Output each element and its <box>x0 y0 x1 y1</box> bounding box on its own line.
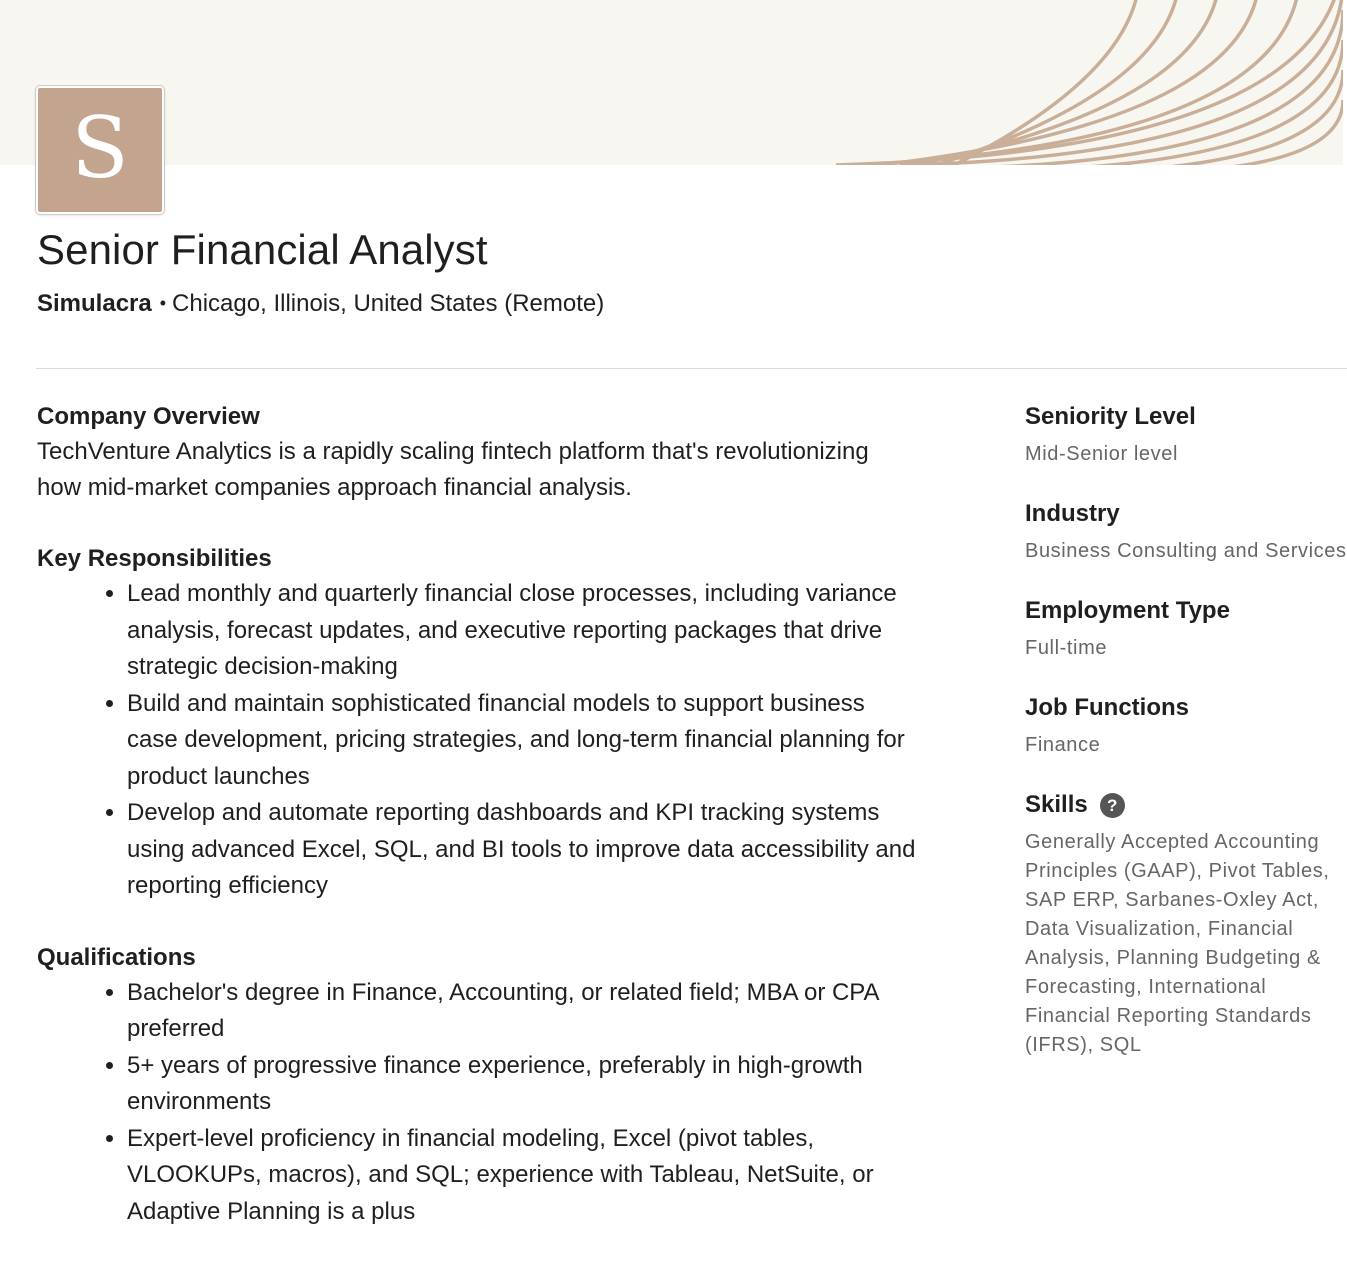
job-subtitle <box>37 290 604 318</box>
skills-header <box>1025 788 1347 822</box>
list-item: • Develop and automate reporting dashboards and KPI tracking systems using advanced Excel, SQL, and BI tools to improve data accessibility and reporting efficiency <box>127 795 917 905</box>
seniority-value: Mid-Senior level <box>1025 443 1178 465</box>
industry-label: Industry <box>1025 500 1120 527</box>
company-logo[interactable] <box>36 86 164 214</box>
question-circle-icon[interactable]: ? <box>1100 793 1125 818</box>
company-name[interactable]: Simulacra <box>37 290 152 317</box>
company-overview-text: TechVenture Analytics is a rapidly scaling fintech platform that's revolutionizing how mid-market companies approach financial analysis. <box>37 438 869 501</box>
job-functions-value: Finance <box>1025 734 1101 756</box>
skills-label: Skills <box>1025 791 1088 818</box>
employment-type-label: Employment Type <box>1025 597 1230 624</box>
skills-block <box>1025 788 1347 1060</box>
industry-block <box>1025 497 1347 566</box>
job-description <box>37 400 917 1266</box>
qualifications-list <box>37 975 917 1231</box>
job-functions-label: Job Functions <box>1025 694 1189 721</box>
company-overview-section <box>37 400 917 506</box>
employment-type-value: Full-time <box>1025 637 1108 659</box>
qualifications-section <box>37 941 917 1231</box>
section-divider <box>36 368 1347 369</box>
employment-type-block <box>1025 594 1347 663</box>
job-location: Chicago, Illinois, United States (Remote) <box>172 290 605 317</box>
list-item: • Bachelor's degree in Finance, Accounting, or related field; MBA or CPA preferred <box>127 975 917 1048</box>
responsibilities-list <box>37 576 917 905</box>
responsibilities-heading: Key Responsibilities <box>37 545 272 572</box>
qualifications-heading: Qualifications <box>37 943 196 971</box>
separator-dot: • <box>159 293 167 313</box>
job-functions-block <box>1025 691 1347 760</box>
seniority-label: Seniority Level <box>1025 403 1196 430</box>
responsibilities-section <box>37 542 917 905</box>
seniority-block <box>1025 400 1347 469</box>
industry-value: Business Consulting and Services <box>1025 540 1347 562</box>
skills-value: Generally Accepted Accounting Principles (GAAP), Pivot Tables, SAP ERP, Sarbanes-Oxley Act, Data Visualization, Financial Analysis, Planning Budgeting & Forecasting, International Financial Reporting Standards (IFRS), SQL <box>1025 831 1330 1056</box>
list-item: • 5+ years of progressive finance experience, preferably in high-growth environments <box>127 1048 917 1121</box>
job-criteria-sidebar <box>1025 400 1347 1088</box>
header-banner <box>0 0 1343 165</box>
banner-arc-pattern <box>0 0 1343 165</box>
list-item: • Expert-level proficiency in financial modeling, Excel (pivot tables, VLOOKUPs, macros), and SQL; experience with Tableau, NetSuite, or Adaptive Planning is a plus <box>127 1121 917 1231</box>
list-item: • Lead monthly and quarterly financial close processes, including variance analysis, forecast updates, and executive reporting packages that drive strategic decision-making <box>127 576 917 686</box>
company-logo-letter: S <box>71 99 129 197</box>
company-overview-heading: Company Overview <box>37 403 260 430</box>
job-title: Senior Financial Analyst <box>37 226 488 273</box>
list-item: • Build and maintain sophisticated financial models to support business case development, pricing strategies, and long-term financial planning for product launches <box>127 686 917 796</box>
